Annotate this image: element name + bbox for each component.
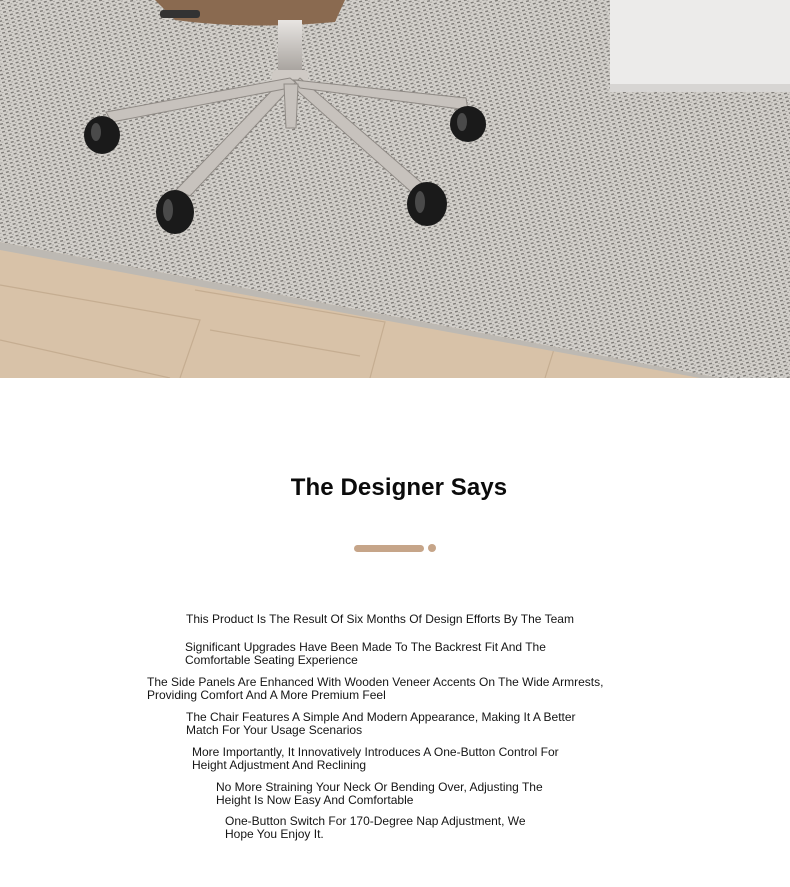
hero-product-photo <box>0 0 790 378</box>
designer-note-5: More Importantly, It Innovatively Introduces A One-Button Control For Height Adjustment And Reclining <box>192 745 559 772</box>
designer-note-1: This Product Is The Result Of Six Months Of Design Efforts By The Team <box>186 612 574 626</box>
chair-on-rug-illustration <box>0 0 790 378</box>
designer-note-7: One-Button Switch For 170-Degree Nap Adjustment, We Hope You Enjoy It. <box>225 814 526 841</box>
designer-note-6: No More Straining Your Neck Or Bending Over, Adjusting The Height Is Now Easy And Comfortable <box>216 780 543 807</box>
designer-note-2: Significant Upgrades Have Been Made To The Backrest Fit And The Comfortable Seating Experience <box>185 640 546 667</box>
designer-note-3: The Side Panels Are Enhanced With Wooden Veneer Accents On The Wide Armrests, Providing Comfort And A More Premium Feel <box>147 675 604 702</box>
designer-note-4: The Chair Features A Simple And Modern Appearance, Making It A Better Match For Your Usage Scenarios <box>186 710 576 737</box>
title-divider-bar <box>354 545 424 552</box>
section-title: The Designer Says <box>290 474 508 501</box>
title-divider-dot <box>428 544 436 552</box>
